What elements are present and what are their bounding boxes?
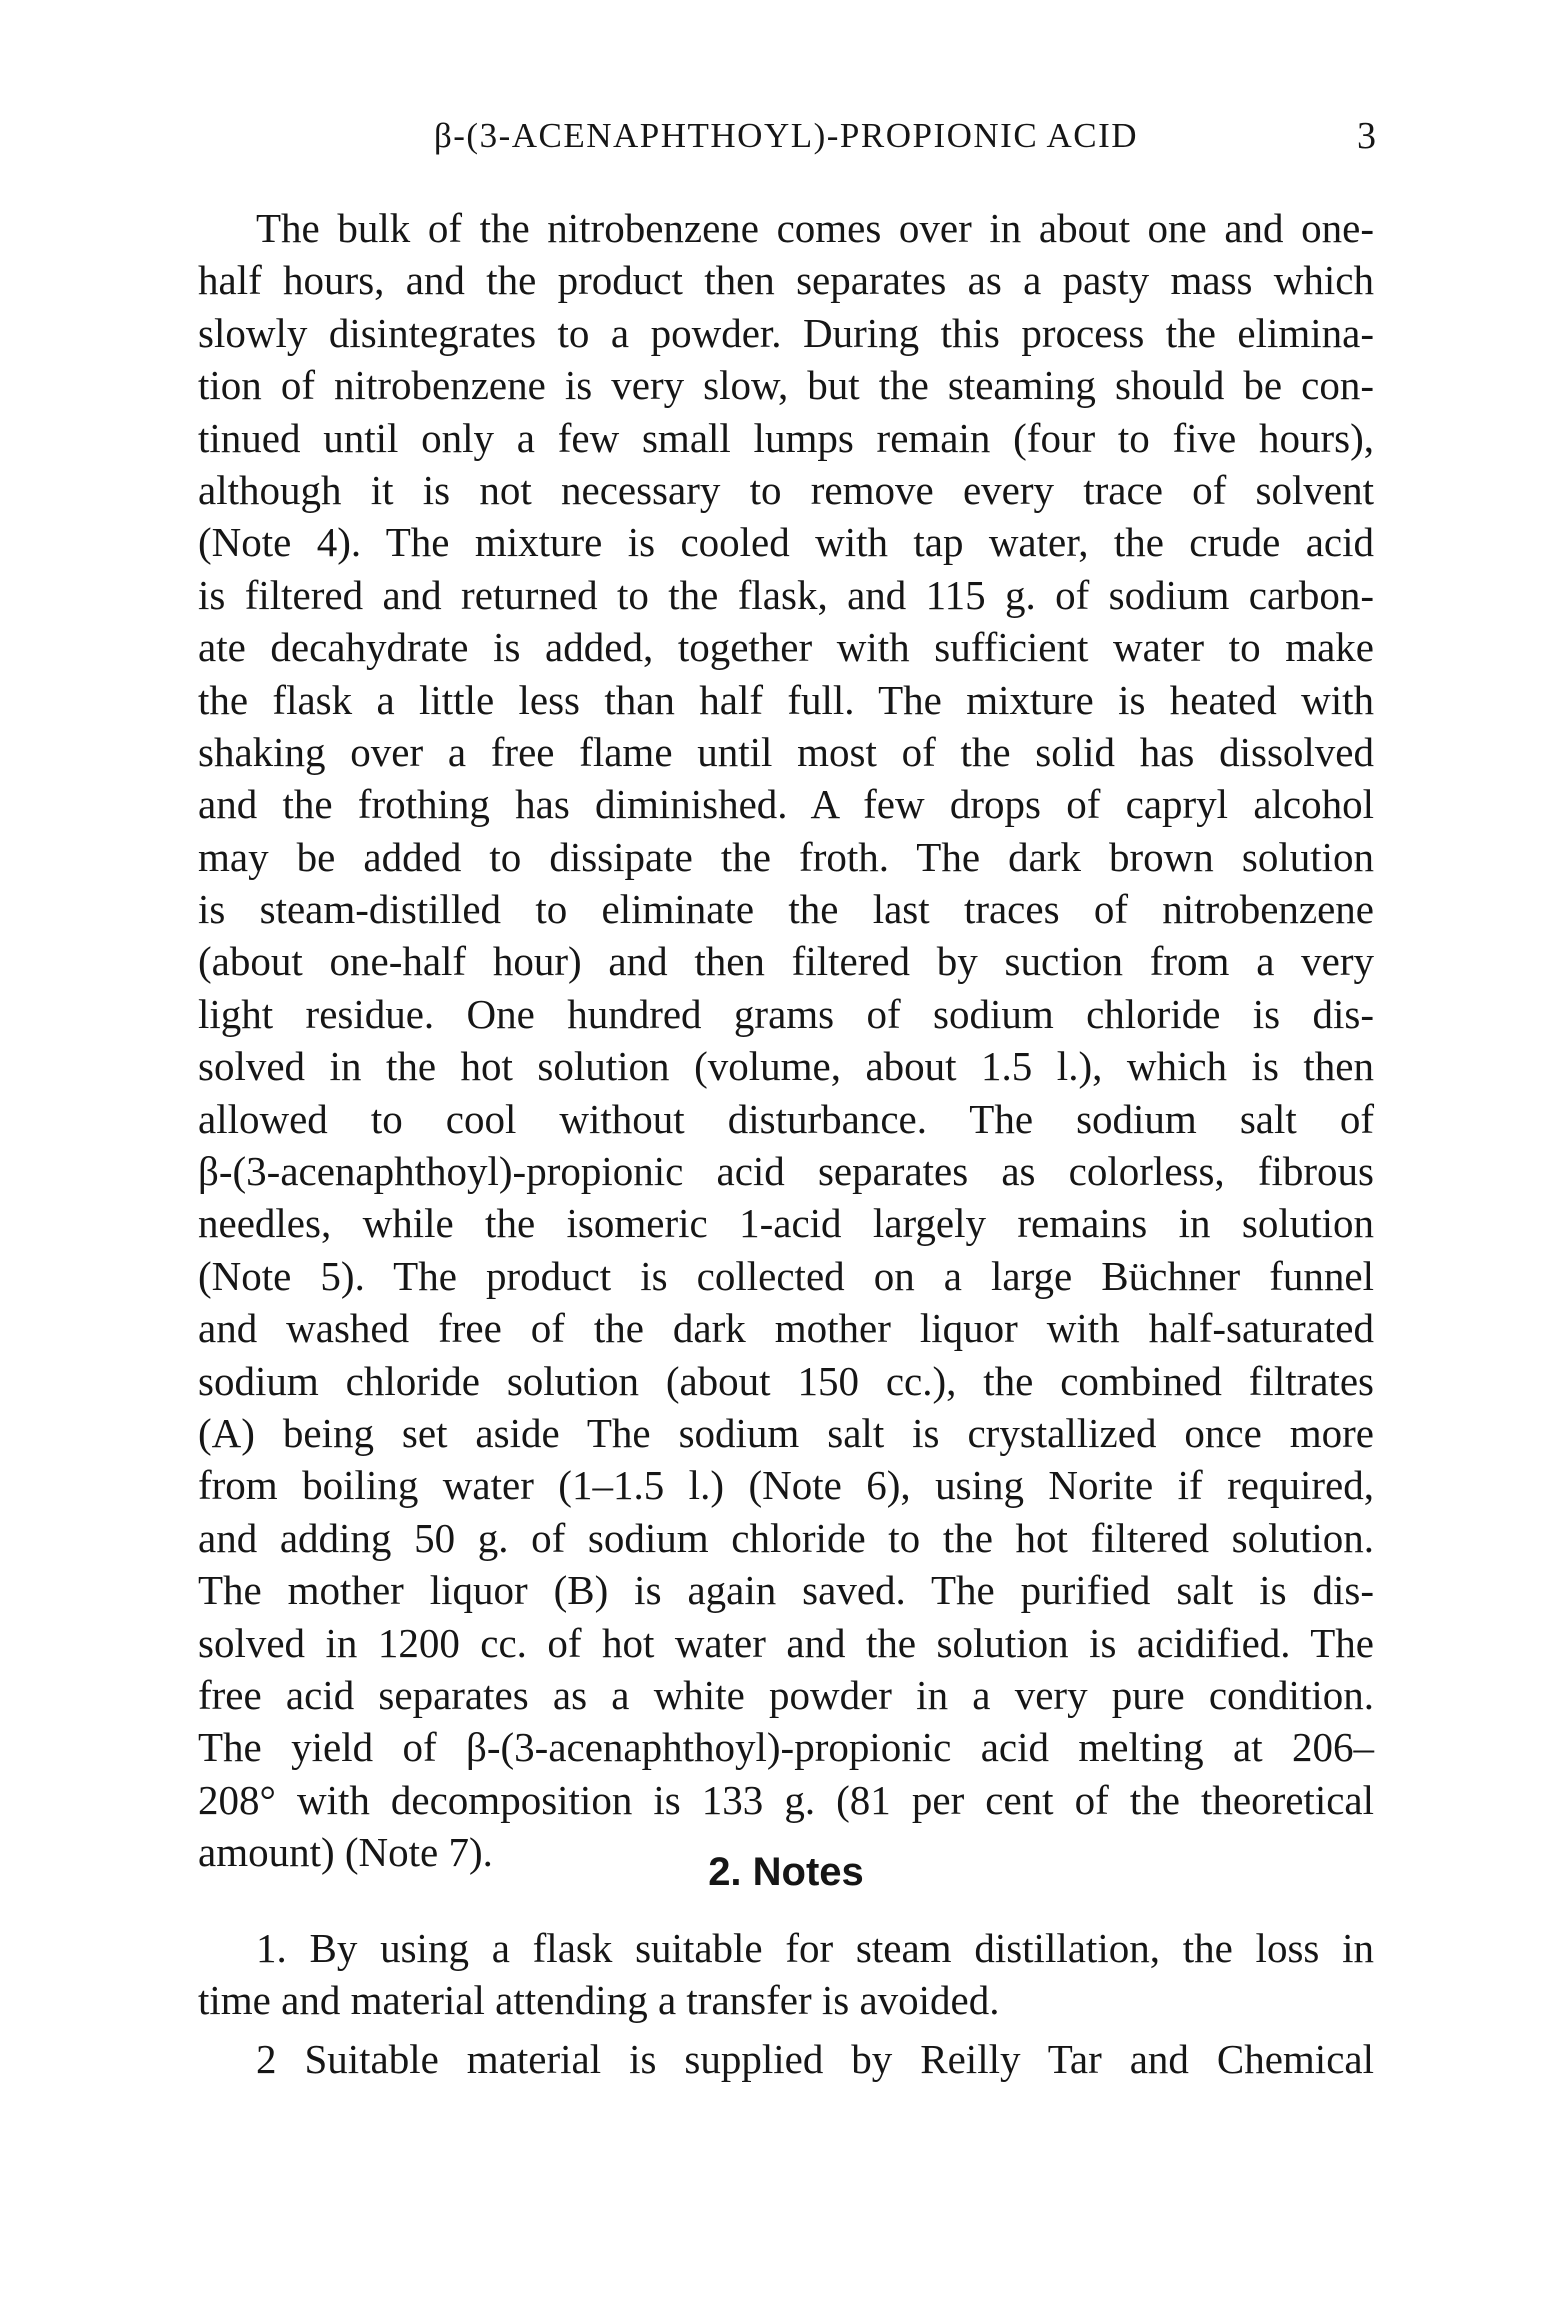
- paragraph-line: ate decahydrate is added, together with sufficient water to make: [198, 624, 1374, 671]
- note-line: 2 Suitable material is supplied by Reilly Tar and Chemical: [256, 2035, 1374, 2082]
- paragraph-line: is steam-distilled to eliminate the last traces of nitrobenzene: [198, 886, 1374, 933]
- paragraph-line: and washed free of the dark mother liquor with half-saturated: [198, 1305, 1374, 1352]
- paragraph-line: tinued until only a few small lumps remain (four to five hours),: [198, 414, 1374, 461]
- paragraph-line: allowed to cool without disturbance. The sodium salt of: [198, 1095, 1374, 1142]
- paragraph-line: slowly disintegrates to a powder. During this process the elimina-: [198, 309, 1374, 356]
- paragraph-line: light residue. One hundred grams of sodium chloride is dis-: [198, 990, 1374, 1037]
- page-number: 3: [1357, 115, 1376, 157]
- note-2: [198, 2033, 1374, 2085]
- paragraph-line: and the frothing has diminished. A few drops of capryl alcohol: [198, 781, 1374, 828]
- paragraph-line: β-(3-acenaphthoyl)-propionic acid separates as colorless, fibrous: [198, 1148, 1374, 1195]
- paragraph-line: (A) being set aside The sodium salt is crystallized once more: [198, 1409, 1374, 1456]
- paragraph-line: (Note 5). The product is collected on a large Büchner funnel: [198, 1252, 1374, 1299]
- paragraph-line: (Note 4). The mixture is cooled with tap water, the crude acid: [198, 519, 1374, 566]
- notes-list: [198, 1922, 1374, 2085]
- paragraph-line: The mother liquor (B) is again saved. The purified salt is dis-: [198, 1567, 1374, 1614]
- paragraph-line: the flask a little less than half full. The mixture is heated with: [198, 676, 1374, 723]
- paragraph-line: solved in the hot solution (volume, about 1.5 l.), which is then: [198, 1043, 1374, 1090]
- paragraph-line: amount) (Note 7).: [198, 1829, 493, 1876]
- paragraph-line: The yield of β-(3-acenaphthoyl)-propionic acid melting at 206–: [198, 1724, 1374, 1771]
- procedure-paragraph: [198, 202, 1374, 1879]
- paragraph-line: 208° with decomposition is 133 g. (81 per cent of the theoretical: [198, 1776, 1374, 1823]
- running-head: [196, 112, 1376, 160]
- note-line: time and material attending a transfer is avoided.: [198, 1977, 1000, 2024]
- paragraph-line: half hours, and the product then separates as a pasty mass which: [198, 257, 1374, 304]
- paragraph-line: although it is not necessary to remove every trace of solvent: [198, 466, 1374, 513]
- paragraph-line: solved in 1200 cc. of hot water and the solution is acidified. The: [198, 1619, 1374, 1666]
- running-title: β-(3-ACENAPHTHOYL)-PROPIONIC ACID: [433, 116, 1139, 155]
- paragraph-line: and adding 50 g. of sodium chloride to the hot filtered solution.: [198, 1514, 1374, 1561]
- paragraph-line: The bulk of the nitrobenzene comes over in about one and one-: [256, 205, 1374, 251]
- paragraph-line: may be added to dissipate the froth. The dark brown solution: [198, 833, 1374, 880]
- note-1: [198, 1922, 1374, 2027]
- paragraph-line: from boiling water (1–1.5 l.) (Note 6), using Norite if required,: [198, 1462, 1374, 1509]
- paragraph-line: needles, while the isomeric 1-acid largely remains in solution: [198, 1200, 1374, 1247]
- paragraph-line: is filtered and returned to the flask, and 115 g. of sodium carbon-: [198, 571, 1374, 618]
- paragraph-line: (about one-half hour) and then filtered by suction from a very: [198, 938, 1374, 985]
- paragraph-line: shaking over a free flame until most of the solid has dissolved: [198, 728, 1374, 775]
- note-line: 1. By using a flask suitable for steam distillation, the loss in: [256, 1925, 1374, 1971]
- notes-heading: 2. Notes: [708, 1850, 864, 1894]
- paragraph-line: free acid separates as a white powder in a very pure condition.: [198, 1671, 1374, 1718]
- paragraph-line: sodium chloride solution (about 150 cc.), the combined filtrates: [198, 1357, 1374, 1404]
- paragraph-line: tion of nitrobenzene is very slow, but the steaming should be con-: [198, 362, 1374, 409]
